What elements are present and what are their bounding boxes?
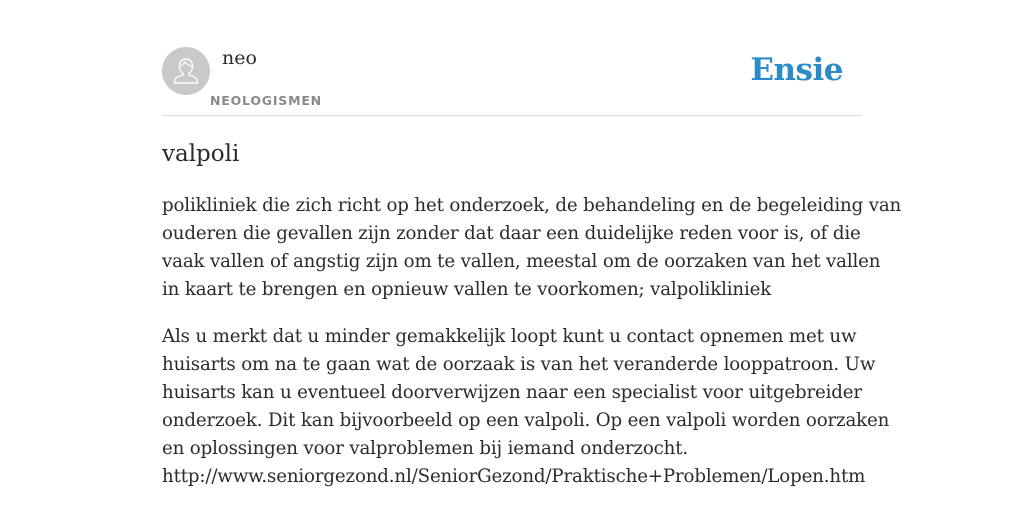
author-name[interactable]: neo [222, 47, 257, 69]
header-divider [162, 115, 862, 116]
example-line: onderzoek. Dit kan bijvoorbeeld op een valpoli. Op een valpoli worden oorzaken [162, 410, 890, 431]
entry-card [162, 0, 902, 512]
ensie-logo[interactable]: Ensie [750, 52, 843, 88]
entry-title: valpoli [162, 141, 240, 167]
example-source-link[interactable]: http://www.seniorgezond.nl/SeniorGezond/Praktische+Problemen/Lopen.htm [162, 466, 866, 487]
definition-line: polikliniek die zich richt op het onderzoek, de behandeling en de begeleiding van [162, 195, 902, 216]
example-line: en oplossingen voor valproblemen bij iemand onderzocht. [162, 438, 689, 459]
definition-line: in kaart te brengen en opnieuw vallen te voorkomen; valpolikliniek [162, 279, 772, 300]
category-label[interactable]: NEOLOGISMEN [210, 93, 322, 108]
definition-line: vaak vallen of angstig zijn om te vallen, meestal om de oorzaken van het vallen [162, 251, 881, 272]
entry-example [162, 323, 890, 491]
user-outline-icon [162, 47, 210, 95]
example-line: huisarts om na te gaan wat de oorzaak is van het veranderde looppatroon. Uw [162, 354, 876, 375]
example-line: huisarts kan u eventueel doorverwijzen naar een specialist voor uitgebreider [162, 382, 862, 403]
entry-definition [162, 192, 902, 304]
example-line: Als u merkt dat u minder gemakkelijk loopt kunt u contact opnemen met uw [162, 326, 857, 347]
definition-line: ouderen die gevallen zijn zonder dat daar een duidelijke reden voor is, of die [162, 223, 861, 244]
author-avatar[interactable] [162, 47, 210, 95]
